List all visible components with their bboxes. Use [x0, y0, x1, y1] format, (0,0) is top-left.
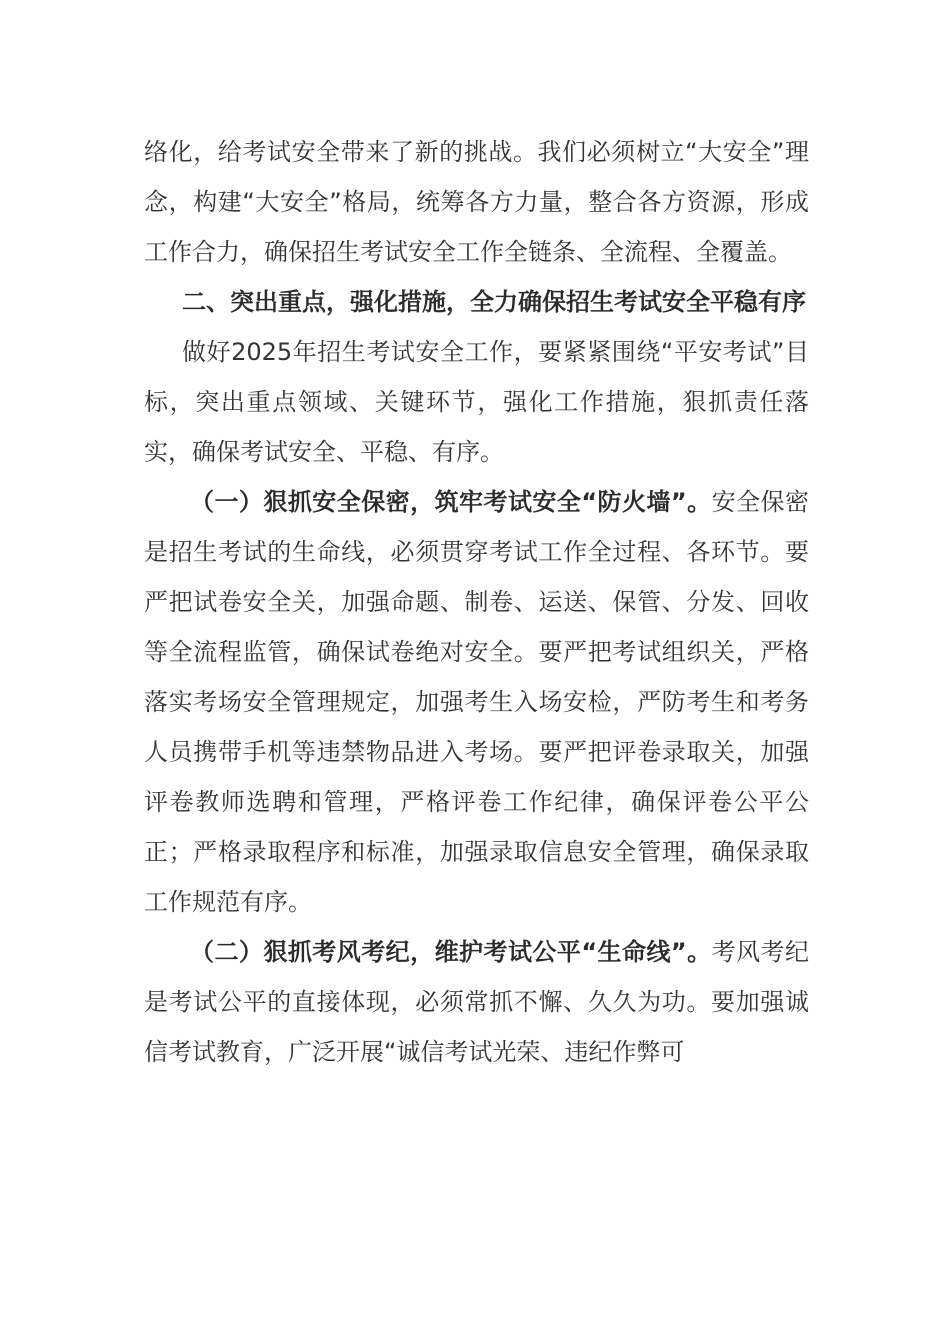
- subsection-1-text: 安全保密是招生考试的生命线，必须贯穿考试工作全过程、各环节。要严把试卷安全关，加强命题、制卷、运送、保管、分发、回收等全流程监管，确保试卷绝对安全。要严把考试组织关，严格落实考场安全管理规定，加强考生入场安检，严防考生和考务人员携带手机等违禁物品进入考场。要严把评卷录取关，加强评卷教师选聘和管理，严格评卷工作纪律，确保评卷公平公正；严格录取程序和标准，加强录取信息安全管理，确保录取工作规范有序。: [144, 488, 809, 916]
- body-paragraph-subsection-2: [144, 927, 809, 1077]
- body-paragraph-continuation: 络化，给考试安全带来了新的挑战。我们必须树立“大安全”理念，构建“大安全”格局，统筹各方力量，整合各方资源，形成工作合力，确保招生考试安全工作全链条、全流程、全覆盖。: [144, 138, 809, 266]
- body-paragraph-subsection-1: [144, 477, 809, 927]
- subsection-1-lead: （一）狠抓安全保密，筑牢考试安全“防火墙”。: [190, 488, 712, 516]
- subsection-2-text: 考风考纪是考试公平的直接体现，必须常抓不懈、久久为功。要加强诚信考试教育，广泛开展“诚信考试光荣、违纪作弊可: [144, 938, 809, 1066]
- document-body: [144, 127, 809, 1077]
- body-paragraph-intro: 做好2025年招生考试安全工作，要紧紧围绕“平安考试”目标，突出重点领域、关键环节，强化工作措施，狠抓责任落实，确保考试安全、平稳、有序。: [144, 338, 809, 466]
- section-heading: 二、突出重点，强化措施，全力确保招生考试安全平稳有序: [182, 288, 806, 316]
- subsection-2-lead: （二）狠抓考风考纪，维护考试公平“生命线”。: [190, 938, 712, 966]
